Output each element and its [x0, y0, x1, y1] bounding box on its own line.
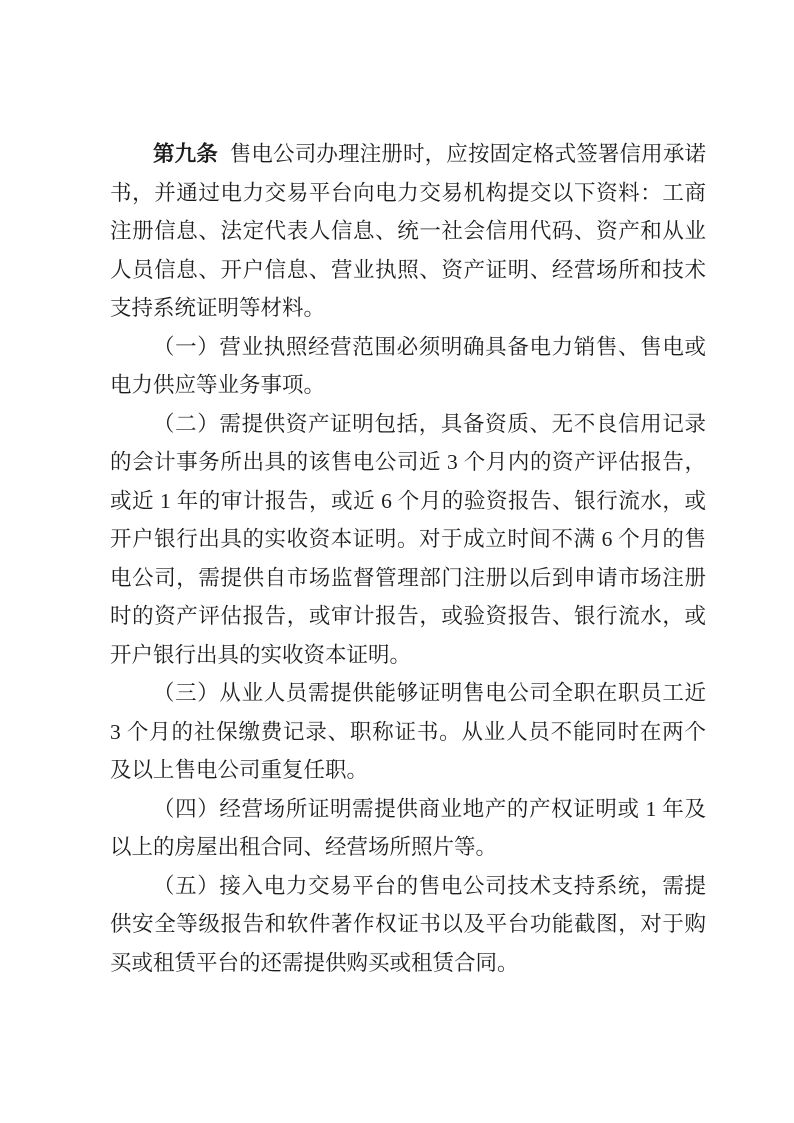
paragraph-article-9: [110, 135, 706, 328]
paragraph-item-1: （一）营业执照经营范围必须明确具备电力销售、售电或电力供应等业务事项。: [110, 334, 706, 397]
article-9-text: 售电公司办理注册时，应按固定格式签署信用承诺书，并通过电力交易平台向电力交易机构提交以下资料：工商注册信息、法定代表人信息、统一社会信用代码、资产和从业人员信息、开户信息、营业执照、资产证明、经营场所和技术支持系统证明等材料。: [110, 142, 706, 320]
document-body: [110, 135, 706, 982]
paragraph-item-4: （四）经营场所证明需提供商业地产的产权证明或 1 年及以上的房屋出租合同、经营场所照片等。: [110, 796, 706, 859]
paragraph-item-2: （二）需提供资产证明包括，具备资质、无不良信用记录的会计事务所出具的该售电公司近 3 个月内的资产评估报告，或近 1 年的审计报告，或近 6 个月的验资报告、银行流水，或开户银行出具的实收资本证明。对于成立时间不满 6 个月的售电公司，需提供自市场监督管理部门注册以后到申请市场注册时的资产评估报告，或审计报告，或验资报告、银行流水，或开户银行出具的实收资本证明。: [110, 411, 706, 667]
paragraph-item-5: （五）接入电力交易平台的售电公司技术支持系统，需提供安全等级报告和软件著作权证书以及平台功能截图，对于购买或租赁平台的还需提供购买或租赁合同。: [110, 873, 706, 975]
paragraph-item-3: （三）从业人员需提供能够证明售电公司全职在职员工近 3 个月的社保缴费记录、职称证书。从业人员不能同时在两个及以上售电公司重复任职。: [110, 681, 706, 782]
article-number-label: 第九条: [153, 142, 218, 166]
